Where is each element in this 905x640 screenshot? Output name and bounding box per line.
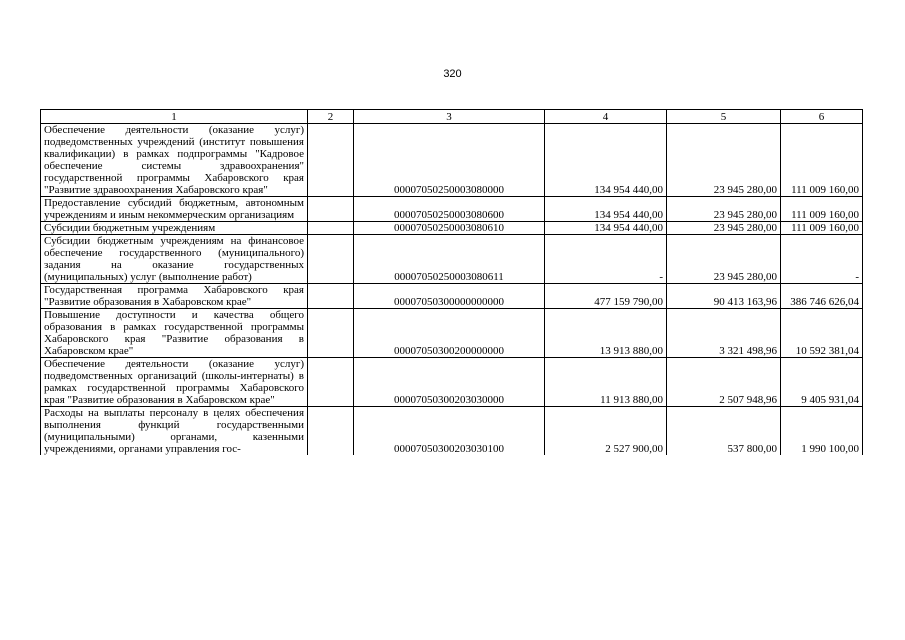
- row-code: 00007050300203030100: [354, 407, 545, 456]
- row-description: Повышение доступности и качества общего образования в рамках государственной программы Хабаровского края "Развитие образования в Хабаровском крае": [41, 309, 308, 358]
- row-amount-6: -: [781, 235, 863, 284]
- row-col-2: [308, 197, 354, 222]
- row-amount-4: 13 913 880,00: [545, 309, 667, 358]
- row-amount-4: -: [545, 235, 667, 284]
- table-row: [41, 124, 863, 197]
- row-col-2: [308, 309, 354, 358]
- table-row: [41, 309, 863, 358]
- row-col-2: [308, 124, 354, 197]
- row-amount-4: 134 954 440,00: [545, 197, 667, 222]
- row-description: Расходы на выплаты персоналу в целях обеспечения выполнения функций государственными (муниципальными) органами, казенными учреждениями, органами управления гос-: [41, 407, 308, 456]
- row-amount-6: 111 009 160,00: [781, 197, 863, 222]
- row-description: Обеспечение деятельности (оказание услуг) подведомственных организаций (школы-интернаты) в рамках государственной программы Хабаровского края "Развитие образования в Хабаровском крае": [41, 358, 308, 407]
- page-number: 320: [443, 68, 462, 80]
- row-code: 00007050300203030000: [354, 358, 545, 407]
- row-amount-4: 134 954 440,00: [545, 222, 667, 235]
- row-col-2: [308, 222, 354, 235]
- row-amount-6: 10 592 381,04: [781, 309, 863, 358]
- row-amount-5: 3 321 498,96: [667, 309, 781, 358]
- table-row: [41, 222, 863, 235]
- header-col-3: 3: [354, 110, 545, 124]
- row-amount-5: 23 945 280,00: [667, 197, 781, 222]
- row-amount-5: 23 945 280,00: [667, 124, 781, 197]
- row-amount-5: 90 413 163,96: [667, 284, 781, 309]
- budget-table: [40, 109, 863, 455]
- table-row: [41, 197, 863, 222]
- row-amount-6: 9 405 931,04: [781, 358, 863, 407]
- row-code: 00007050250003080611: [354, 235, 545, 284]
- row-amount-5: 23 945 280,00: [667, 222, 781, 235]
- table-header-row: [41, 110, 863, 124]
- header-col-1: 1: [41, 110, 308, 124]
- row-amount-5: 2 507 948,96: [667, 358, 781, 407]
- row-col-2: [308, 235, 354, 284]
- header-col-2: 2: [308, 110, 354, 124]
- row-amount-6: 1 990 100,00: [781, 407, 863, 456]
- row-code: 00007050250003080610: [354, 222, 545, 235]
- row-amount-4: 134 954 440,00: [545, 124, 667, 197]
- row-code: 00007050300000000000: [354, 284, 545, 309]
- row-col-2: [308, 284, 354, 309]
- row-code: 00007050250003080600: [354, 197, 545, 222]
- header-col-4: 4: [545, 110, 667, 124]
- row-description: Субсидии бюджетным учреждениям: [41, 222, 308, 235]
- table-row: [41, 358, 863, 407]
- row-code: 00007050300200000000: [354, 309, 545, 358]
- header-col-5: 5: [667, 110, 781, 124]
- row-description: Субсидии бюджетным учреждениям на финансовое обеспечение государственного (муниципального) задания на оказание государственных (муниципальных) услуг (выполнение работ): [41, 235, 308, 284]
- row-amount-5: 23 945 280,00: [667, 235, 781, 284]
- row-description: Обеспечение деятельности (оказание услуг) подведомственных учреждений (институт повышения квалификации) в рамках подпрограммы "Кадровое обеспечение системы здравоохранения" государственной программы Хабаровского края "Развитие здравоохранения Хабаровского края": [41, 124, 308, 197]
- header-col-6: 6: [781, 110, 863, 124]
- row-amount-6: 111 009 160,00: [781, 124, 863, 197]
- row-col-2: [308, 407, 354, 456]
- row-amount-4: 2 527 900,00: [545, 407, 667, 456]
- row-amount-4: 11 913 880,00: [545, 358, 667, 407]
- row-col-2: [308, 358, 354, 407]
- row-amount-4: 477 159 790,00: [545, 284, 667, 309]
- table-row: [41, 284, 863, 309]
- row-amount-5: 537 800,00: [667, 407, 781, 456]
- table-row: [41, 235, 863, 284]
- row-description: Предоставление субсидий бюджетным, автономным учреждениям и иным некоммерческим организациям: [41, 197, 308, 222]
- row-amount-6: 111 009 160,00: [781, 222, 863, 235]
- row-code: 00007050250003080000: [354, 124, 545, 197]
- row-amount-6: 386 746 626,04: [781, 284, 863, 309]
- row-description: Государственная программа Хабаровского края "Развитие образования в Хабаровском крае": [41, 284, 308, 309]
- table-row: [41, 407, 863, 456]
